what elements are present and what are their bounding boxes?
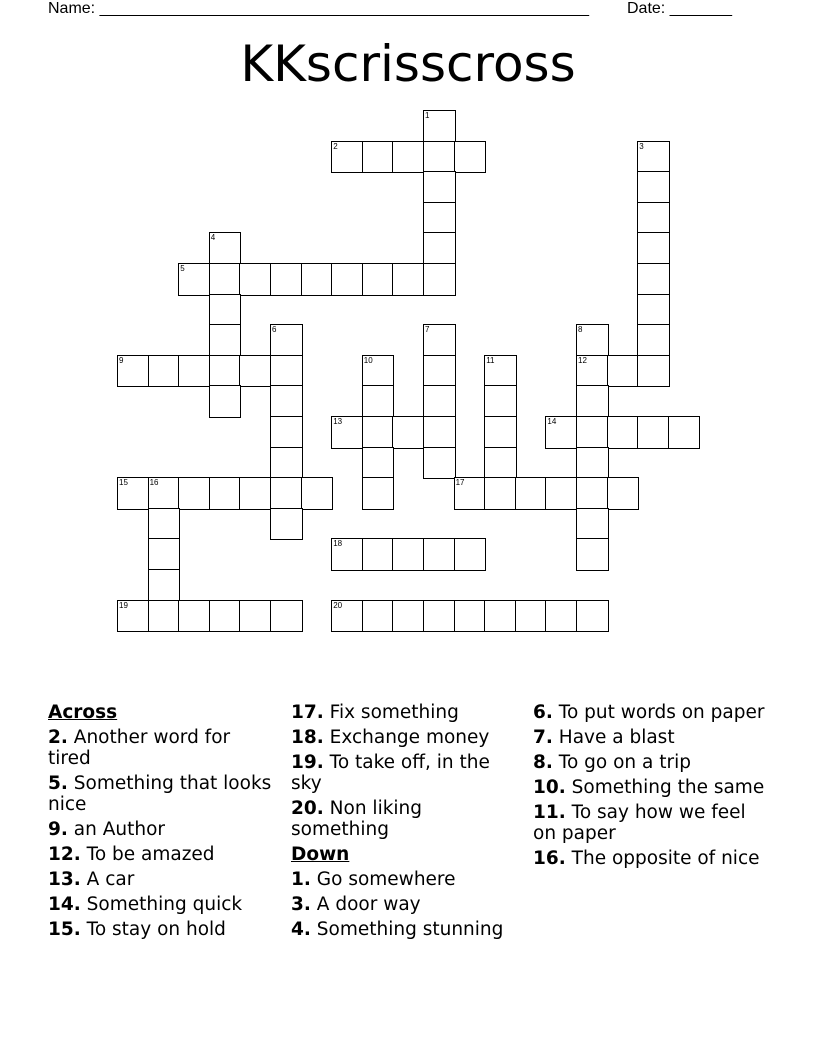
crossword-cell[interactable] xyxy=(423,447,456,480)
crossword-cell[interactable] xyxy=(117,600,150,633)
clue-text: To go on a trip xyxy=(552,752,691,773)
clue-item xyxy=(291,727,521,748)
cell-number: 12 xyxy=(578,355,587,365)
clue-text: Another word for tired xyxy=(48,727,231,769)
crossword-cell[interactable] xyxy=(362,600,395,633)
crossword-cell[interactable] xyxy=(576,355,609,388)
crossword-cell[interactable] xyxy=(454,600,487,633)
crossword-cell[interactable] xyxy=(515,600,548,633)
clue-number: 14. xyxy=(48,894,81,915)
crossword-cell[interactable] xyxy=(423,600,456,633)
crossword-cell[interactable] xyxy=(209,385,242,418)
crossword-cell[interactable] xyxy=(209,600,242,633)
clue-text: Go somewhere xyxy=(310,869,456,890)
crossword-cell[interactable] xyxy=(545,477,578,510)
across-heading: Across xyxy=(48,702,118,723)
crossword-cell[interactable] xyxy=(148,538,181,571)
crossword-cell[interactable] xyxy=(209,355,242,388)
cell-number: 13 xyxy=(333,417,343,426)
crossword-cell[interactable] xyxy=(668,416,701,449)
clue-number: 17. xyxy=(291,702,324,723)
clue-item xyxy=(291,702,521,723)
clue-number: 13. xyxy=(48,869,81,890)
crossword-cell[interactable] xyxy=(270,385,303,418)
clue-item xyxy=(533,777,768,798)
crossword-cell[interactable] xyxy=(148,600,181,633)
cell-number: 5 xyxy=(180,264,185,273)
clue-text: To be amazed xyxy=(80,844,215,865)
clue-item xyxy=(291,869,521,890)
cell-number: 6 xyxy=(272,325,277,335)
clue-number: 16. xyxy=(533,848,566,869)
crossword-cell[interactable] xyxy=(362,263,395,296)
clue-item xyxy=(533,802,768,844)
cell-number: 10 xyxy=(363,355,373,365)
crossword-cell[interactable] xyxy=(576,385,609,418)
crossword-cell[interactable] xyxy=(423,416,456,449)
clue-item xyxy=(533,702,768,723)
crossword-cell[interactable] xyxy=(239,263,272,296)
clue-number: 4. xyxy=(291,919,311,940)
crossword-cell[interactable] xyxy=(576,538,609,571)
crossword-cell[interactable] xyxy=(484,447,517,480)
cell-number: 15 xyxy=(119,478,128,488)
clue-item xyxy=(48,773,278,815)
clue-item xyxy=(533,727,768,748)
clue-item xyxy=(48,844,278,865)
crossword-cell[interactable] xyxy=(148,569,181,602)
crossword-cell[interactable] xyxy=(637,324,670,357)
cell-number: 19 xyxy=(119,600,128,610)
crossword-cell[interactable] xyxy=(362,477,395,510)
crossword-cell[interactable] xyxy=(423,202,456,235)
clues-column-1 xyxy=(48,702,278,944)
clue-item xyxy=(533,752,768,773)
crossword-cell[interactable] xyxy=(607,477,640,510)
crossword-cell[interactable] xyxy=(637,294,670,327)
name-field-label: Name: _______________________________________________________ xyxy=(48,0,589,17)
clue-text: Have a blast xyxy=(552,727,675,748)
cell-number: 7 xyxy=(425,325,430,335)
crossword-cell[interactable] xyxy=(423,141,456,174)
crossword-cell[interactable] xyxy=(637,202,670,235)
clue-number: 11. xyxy=(533,802,566,823)
crossword-cell[interactable] xyxy=(454,538,487,571)
clue-item xyxy=(48,727,278,769)
cell-number: 3 xyxy=(639,141,644,151)
date-field-label: Date: _______ xyxy=(627,0,732,17)
clue-text: Something the same xyxy=(565,777,765,798)
cell-number: 4 xyxy=(210,233,216,243)
crossword-cell[interactable] xyxy=(148,477,181,510)
clue-number: 15. xyxy=(48,919,81,940)
crossword-cell[interactable] xyxy=(576,416,609,449)
crossword-cell[interactable] xyxy=(117,477,150,510)
clue-number: 9. xyxy=(48,819,68,840)
crossword-cell[interactable] xyxy=(362,416,395,449)
crossword-cell[interactable] xyxy=(392,600,425,633)
crossword-cell[interactable] xyxy=(392,141,425,174)
crossword-cell[interactable] xyxy=(637,355,670,388)
crossword-cell[interactable] xyxy=(637,416,670,449)
cell-number: 1 xyxy=(425,111,430,120)
clue-number: 5. xyxy=(48,773,68,794)
crossword-cell[interactable] xyxy=(392,416,425,449)
crossword-cell[interactable] xyxy=(576,447,609,480)
crossword-cell[interactable] xyxy=(331,263,364,296)
clue-text: The opposite of nice xyxy=(565,848,760,869)
crossword-cell[interactable] xyxy=(484,416,517,449)
crossword-cell[interactable] xyxy=(270,508,303,541)
crossword-cell[interactable] xyxy=(423,171,456,204)
crossword-cell[interactable] xyxy=(545,600,578,633)
cell-number: 11 xyxy=(486,355,495,365)
crossword-cell[interactable] xyxy=(423,538,456,571)
clue-item xyxy=(291,752,521,794)
crossword-cell[interactable] xyxy=(362,385,395,418)
crossword-cell[interactable] xyxy=(637,171,670,204)
clues-column-2 xyxy=(291,702,521,944)
crossword-cell[interactable] xyxy=(362,355,395,388)
clue-number: 18. xyxy=(291,727,324,748)
crossword-cell[interactable] xyxy=(637,232,670,265)
crossword-cell[interactable] xyxy=(270,477,303,510)
clue-item xyxy=(291,919,521,940)
clue-text: an Author xyxy=(67,819,166,840)
crossword-cell[interactable] xyxy=(178,477,211,510)
cell-number: 14 xyxy=(547,417,557,426)
crossword-cell[interactable] xyxy=(331,538,364,571)
clue-number: 3. xyxy=(291,894,311,915)
clue-text: A door way xyxy=(310,894,421,915)
cell-number: 8 xyxy=(578,325,583,335)
crossword-cell[interactable] xyxy=(576,600,609,633)
crossword-cell[interactable] xyxy=(239,600,272,633)
crossword-cell[interactable] xyxy=(637,141,670,174)
crossword-cell[interactable] xyxy=(331,600,364,633)
crossword-cell[interactable] xyxy=(362,141,395,174)
clue-item xyxy=(48,819,278,840)
crossword-cell[interactable] xyxy=(148,508,181,541)
clue-number: 7. xyxy=(533,727,553,748)
crossword-cell[interactable] xyxy=(331,416,364,449)
crossword-cell[interactable] xyxy=(117,355,150,388)
crossword-cell[interactable] xyxy=(484,477,517,510)
clue-number: 8. xyxy=(533,752,553,773)
crossword-cell[interactable] xyxy=(484,385,517,418)
crossword-cell[interactable] xyxy=(331,141,364,174)
down-heading: Down xyxy=(291,844,350,865)
clue-text: Something stunning xyxy=(310,919,504,940)
crossword-cell[interactable] xyxy=(301,477,334,510)
crossword-cell[interactable] xyxy=(484,355,517,388)
clue-text: Non liking something xyxy=(291,798,423,840)
crossword-cell[interactable] xyxy=(515,477,548,510)
crossword-cell[interactable] xyxy=(392,538,425,571)
clue-number: 12. xyxy=(48,844,81,865)
clue-number: 1. xyxy=(291,869,311,890)
clue-text: To put words on paper xyxy=(552,702,765,723)
clues-column-3 xyxy=(533,702,768,873)
crossword-cell[interactable] xyxy=(576,508,609,541)
crossword-cell[interactable] xyxy=(270,416,303,449)
clue-text: To say how we feel on paper xyxy=(533,802,746,844)
clue-item xyxy=(48,869,278,890)
crossword-cell[interactable] xyxy=(178,600,211,633)
crossword-cell[interactable] xyxy=(454,141,487,174)
clue-text: Something that looks nice xyxy=(48,773,272,815)
crossword-cell[interactable] xyxy=(270,355,303,388)
crossword-cell[interactable] xyxy=(423,355,456,388)
clue-number: 20. xyxy=(291,798,324,819)
crossword-cell[interactable] xyxy=(576,324,609,357)
crossword-cell[interactable] xyxy=(178,355,211,388)
crossword-cell[interactable] xyxy=(423,110,456,143)
clue-number: 2. xyxy=(48,727,68,748)
crossword-cell[interactable] xyxy=(209,294,242,327)
clue-item xyxy=(291,894,521,915)
clue-item xyxy=(48,894,278,915)
page-title: KKscrisscross xyxy=(240,35,576,93)
crossword-cell[interactable] xyxy=(239,477,272,510)
cell-number: 18 xyxy=(333,539,343,549)
cell-number: 2 xyxy=(333,141,338,151)
clue-text: To take off, in the sky xyxy=(291,752,490,794)
cell-number: 20 xyxy=(333,600,343,610)
crossword-cell[interactable] xyxy=(148,355,181,388)
crossword-cell[interactable] xyxy=(209,263,242,296)
clue-text: Fix something xyxy=(323,702,459,723)
crossword-cell[interactable] xyxy=(545,416,578,449)
crossword-cell[interactable] xyxy=(637,263,670,296)
clue-number: 19. xyxy=(291,752,324,773)
crossword-cell[interactable] xyxy=(576,477,609,510)
crossword-cell[interactable] xyxy=(270,447,303,480)
clue-text: Exchange money xyxy=(323,727,490,748)
crossword-cell[interactable] xyxy=(423,232,456,265)
crossword-cell[interactable] xyxy=(270,324,303,357)
crossword-cell[interactable] xyxy=(178,263,211,296)
crossword-cell[interactable] xyxy=(423,385,456,418)
cell-number: 16 xyxy=(149,478,159,488)
crossword-cell[interactable] xyxy=(209,324,242,357)
cell-number: 9 xyxy=(119,355,124,365)
crossword-cell[interactable] xyxy=(607,416,640,449)
crossword-cell[interactable] xyxy=(270,600,303,633)
crossword-cell[interactable] xyxy=(484,600,517,633)
clue-text: A car xyxy=(80,869,135,890)
clue-item xyxy=(48,919,278,940)
clue-item xyxy=(533,848,768,869)
crossword-cell[interactable] xyxy=(362,447,395,480)
crossword-cell[interactable] xyxy=(423,324,456,357)
crossword-cell[interactable] xyxy=(270,263,303,296)
crossword-cell[interactable] xyxy=(392,263,425,296)
crossword-cell[interactable] xyxy=(239,355,272,388)
clue-text: To stay on hold xyxy=(80,919,226,940)
crossword-cell[interactable] xyxy=(423,263,456,296)
clue-text: Something quick xyxy=(80,894,243,915)
clue-number: 10. xyxy=(533,777,566,798)
crossword-cell[interactable] xyxy=(209,232,242,265)
crossword-cell[interactable] xyxy=(607,355,640,388)
clue-item xyxy=(291,798,521,840)
cell-number: 17 xyxy=(455,478,465,488)
crossword-cell[interactable] xyxy=(209,477,242,510)
crossword-cell[interactable] xyxy=(454,477,487,510)
clue-number: 6. xyxy=(533,702,553,723)
crossword-cell[interactable] xyxy=(362,538,395,571)
crossword-cell[interactable] xyxy=(301,263,334,296)
